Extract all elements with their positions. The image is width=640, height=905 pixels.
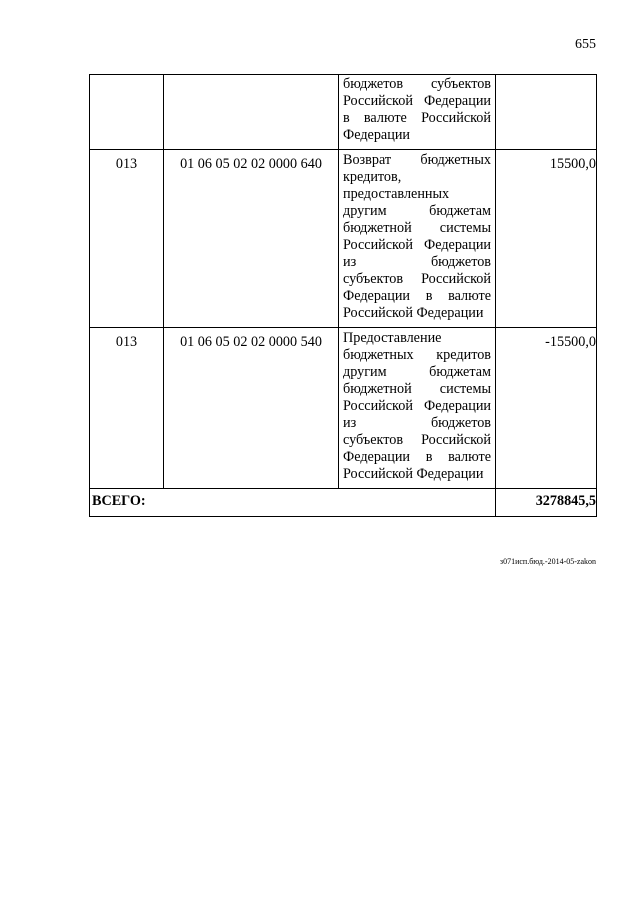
- budget-sources-table: [89, 74, 597, 517]
- document-footer-code: з071исп.бюд.-2014-05-zakon: [499, 557, 596, 566]
- table-row: [90, 150, 597, 328]
- description-line: Предоставление: [343, 330, 442, 346]
- description-line: Российской Федерации: [343, 237, 491, 253]
- kbk-code-cell: 01 06 05 02 02 0000 540: [164, 328, 339, 489]
- description-line: из бюджетов: [343, 415, 491, 431]
- amount-cell: 15500,0: [496, 150, 597, 328]
- total-label: ВСЕГО:: [90, 489, 496, 517]
- description-line: предоставленных: [343, 186, 450, 202]
- admin-code-cell: 013: [90, 150, 164, 328]
- description-line: Российской Федерации: [343, 466, 484, 482]
- description-line: Российской Федерации: [343, 305, 484, 321]
- page-number: 655: [575, 37, 596, 52]
- description-line: другим бюджетам: [343, 203, 491, 219]
- table-row: [90, 328, 597, 489]
- total-value: 3278845,5: [496, 489, 597, 517]
- admin-code-cell: [90, 75, 164, 150]
- description-line: Российской Федерации: [343, 93, 491, 109]
- amount-cell: -15500,0: [496, 328, 597, 489]
- description-line: субъектов Российской: [343, 432, 491, 448]
- description-line: кредитов,: [343, 169, 402, 185]
- kbk-code-cell: 01 06 05 02 02 0000 640: [164, 150, 339, 328]
- description-line: Федерации в валюте: [343, 288, 491, 304]
- total-row: [90, 489, 597, 517]
- description-line: бюджетных кредитов: [343, 347, 491, 363]
- description-cell: [339, 150, 496, 328]
- description-line: Российской Федерации: [343, 398, 491, 414]
- description-line: из бюджетов: [343, 254, 491, 270]
- description-line: бюджетов субъектов: [343, 76, 491, 92]
- table-row: [90, 75, 597, 150]
- amount-cell: [496, 75, 597, 150]
- kbk-code-cell: [164, 75, 339, 150]
- description-line: бюджетной системы: [343, 381, 491, 397]
- description-line: Федерации: [343, 127, 411, 143]
- admin-code-cell: 013: [90, 328, 164, 489]
- description-line: бюджетной системы: [343, 220, 491, 236]
- description-line: в валюте Российской: [343, 110, 491, 126]
- description-cell: [339, 328, 496, 489]
- description-line: субъектов Российской: [343, 271, 491, 287]
- description-line: другим бюджетам: [343, 364, 491, 380]
- description-cell: [339, 75, 496, 150]
- description-line: Федерации в валюте: [343, 449, 491, 465]
- description-line: Возврат бюджетных: [343, 152, 491, 168]
